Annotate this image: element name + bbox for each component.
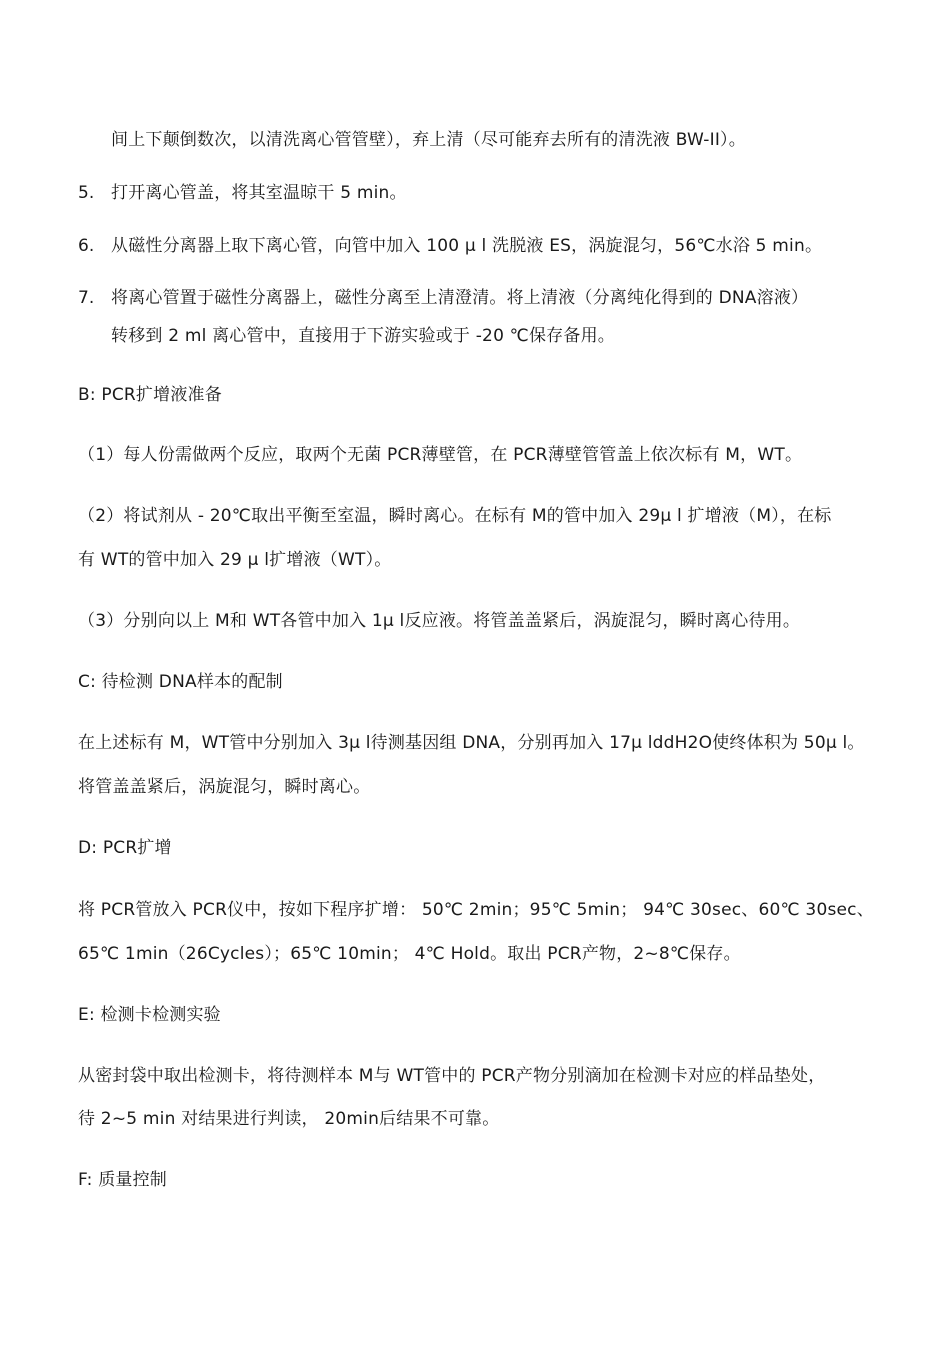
step-6-text: 从磁性分离器上取下离心管，向管中加入 100 μ l 洗脱液 ES，涡旋混匀，56℃水浴 5 min。 [111,236,823,256]
step-6-number: 6. [78,236,95,256]
section-b-item-2: （2）将试剂从 - 20℃取出平衡至室温，瞬时离心。在标有 M的管中加入 29μ l 扩增液（M），在标 [78,506,832,526]
section-e-paragraph-continued: 待 2~5 min 对结果进行判读， 20min后结果不可靠。 [78,1109,500,1129]
section-b-item-2-continued: 有 WT的管中加入 29 μ l扩增液（WT）。 [78,550,392,570]
section-d-paragraph: 将 PCR管放入 PCR仪中，按如下程序扩增： 50℃ 2min；95℃ 5min； 94℃ 30sec、60℃ 30sec、 [78,900,874,920]
section-d-heading: D: PCR扩增 [78,838,172,858]
section-e-heading: E: 检测卡检测实验 [78,1005,221,1025]
section-b-heading: B: PCR扩增液准备 [78,385,222,405]
step-4-continued: 间上下颠倒数次，以清洗离心管管壁），弃上清（尽可能弃去所有的清洗液 BW-II）。 [111,130,746,150]
step-5-number: 5. [78,183,95,203]
section-e-paragraph: 从密封袋中取出检测卡，将待测样本 M与 WT管中的 PCR产物分别滴加在检测卡对应的样品垫处， [78,1066,826,1086]
section-b-item-1: （1）每人份需做两个反应，取两个无菌 PCR薄壁管，在 PCR薄壁管管盖上依次标有 M，WT。 [78,445,803,465]
section-f-heading: F: 质量控制 [78,1170,167,1190]
section-c-paragraph: 在上述标有 M，WT管中分别加入 3μ l待测基因组 DNA，分别再加入 17μ lddH2O使终体积为 50μ l。 [78,733,865,753]
step-7-text: 将离心管置于磁性分离器上，磁性分离至上清澄清。将上清液（分离纯化得到的 DNA溶液） [111,288,809,308]
section-d-paragraph-continued: 65℃ 1min（26Cycles）；65℃ 10min； 4℃ Hold。取出 PCR产物，2~8℃保存。 [78,944,741,964]
section-c-heading: C: 待检测 DNA样本的配制 [78,672,283,692]
step-7-number: 7. [78,288,95,308]
step-5-text: 打开离心管盖，将其室温晾干 5 min。 [111,183,407,203]
section-c-paragraph-continued: 将管盖盖紧后，涡旋混匀，瞬时离心。 [78,777,371,797]
section-b-item-3: （3）分别向以上 M和 WT各管中加入 1μ l反应液。将管盖盖紧后，涡旋混匀，瞬时离心待用。 [78,611,801,631]
step-7-text-continued: 转移到 2 ml 离心管中，直接用于下游实验或于 -20 ℃保存备用。 [111,326,615,346]
